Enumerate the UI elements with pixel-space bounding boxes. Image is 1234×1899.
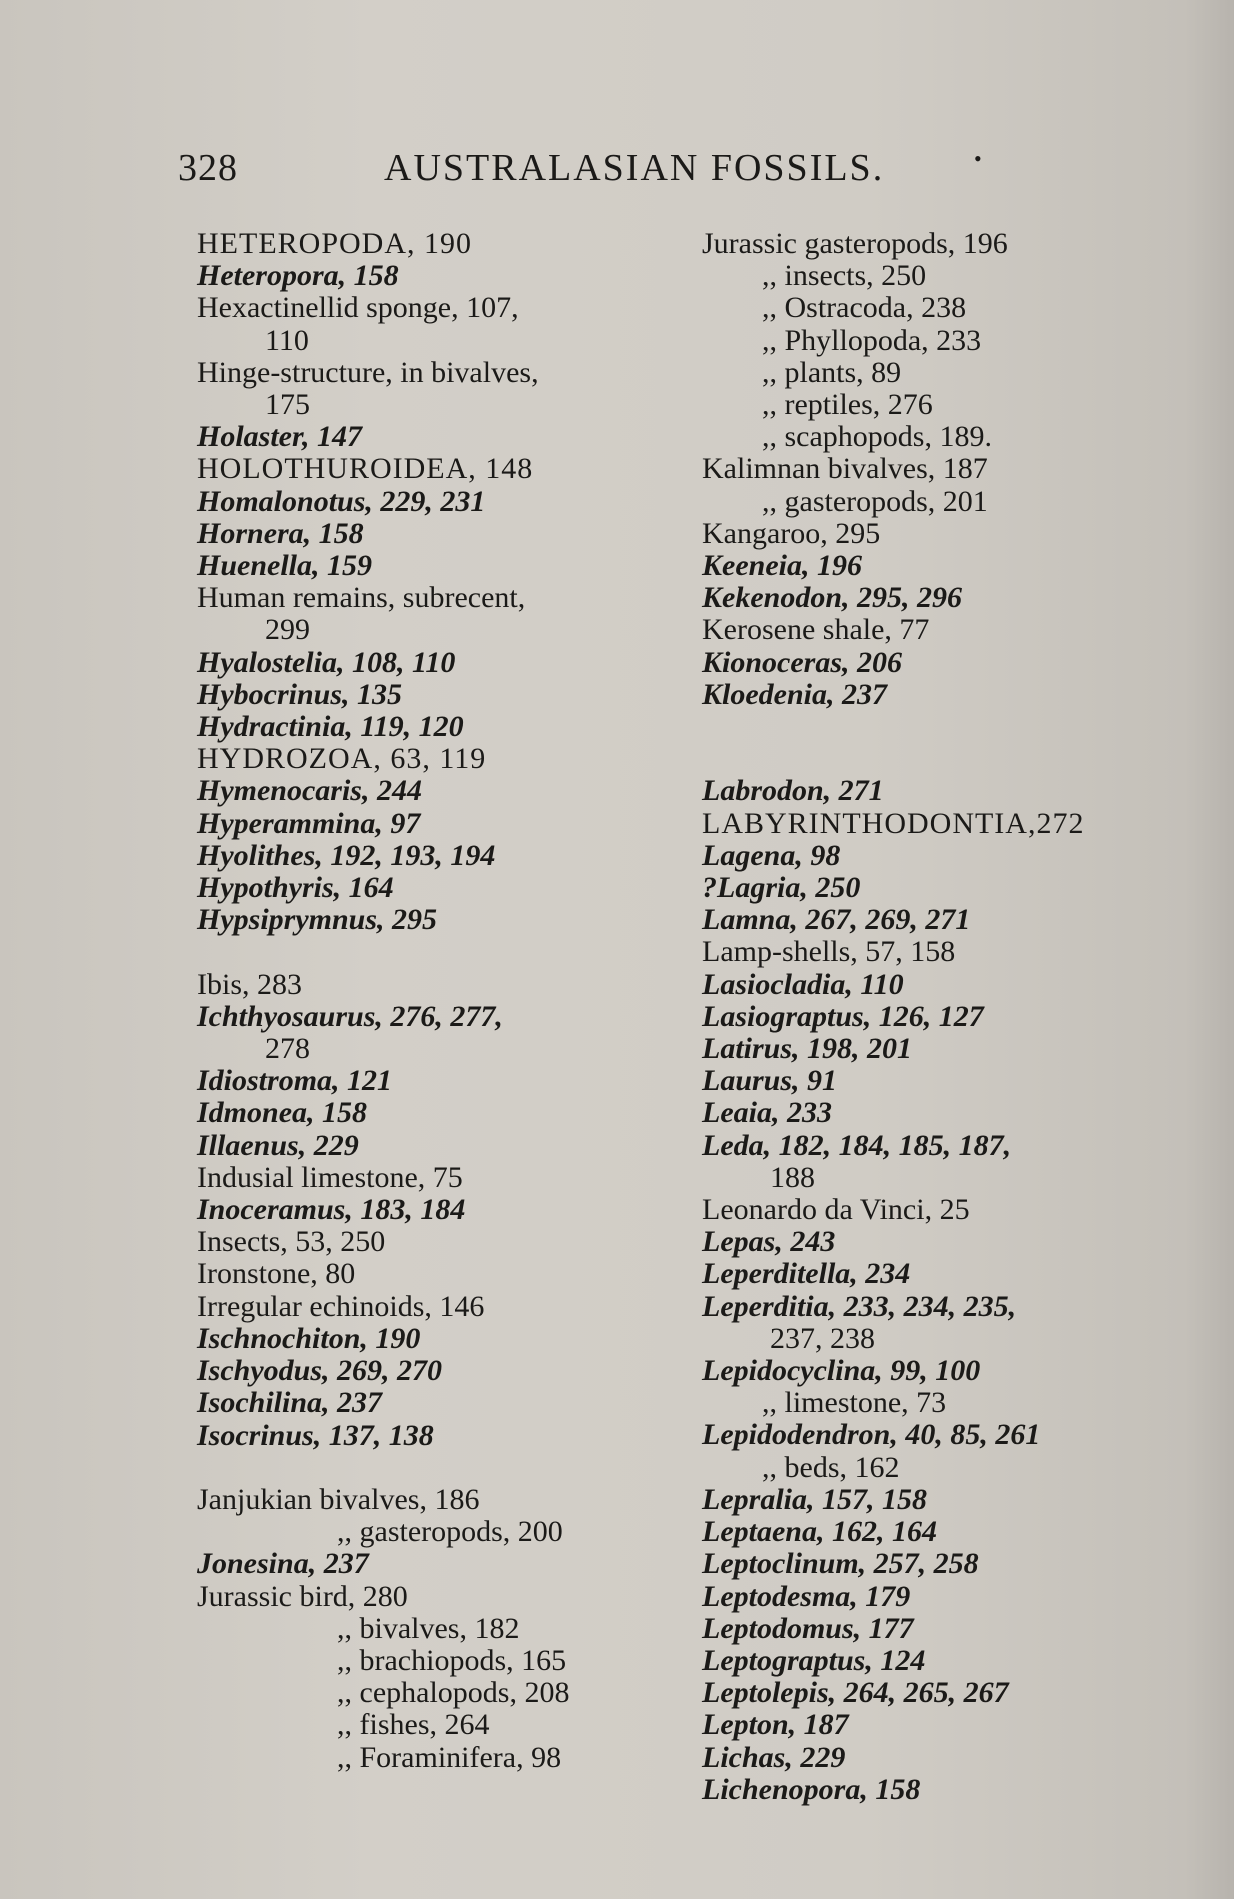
index-entry-text: ,, Ostracoda, 238 <box>762 291 967 325</box>
index-entry <box>702 389 1142 421</box>
index-entry-text: Hyalostelia, 108, 110 <box>197 645 456 679</box>
index-column-left <box>197 228 647 1774</box>
index-entry <box>197 1130 647 1162</box>
index-entry-text: HOLOTHUROIDEA, 148 <box>197 452 534 486</box>
index-entry-text: Leptoclinum, 257, 258 <box>702 1547 979 1581</box>
index-entry-text: Hinge-structure, in bivalves, <box>197 355 539 389</box>
index-entry <box>197 1420 647 1452</box>
index-entry-text: Ichthyosaurus, 276, 277, <box>197 999 503 1033</box>
index-entry-text: HYDROZOA, 63, 119 <box>197 742 487 776</box>
index-entry-text: Kerosene shale, 77 <box>702 613 930 647</box>
running-title: AUSTRALASIAN FOSSILS. <box>384 147 885 189</box>
index-entry <box>702 1130 1142 1162</box>
index-entry-text: Isochilina, 237 <box>197 1386 383 1420</box>
index-entry <box>702 1548 1142 1580</box>
index-entry-text: Latirus, 198, 201 <box>702 1032 913 1066</box>
index-entry <box>702 1065 1142 1097</box>
index-entry <box>197 1677 647 1709</box>
index-entry-text: ,, Foraminifera, 98 <box>337 1740 562 1774</box>
index-entry <box>197 1323 647 1355</box>
index-entry <box>702 1452 1142 1484</box>
index-entry <box>197 711 647 743</box>
index-entry <box>197 1387 647 1419</box>
index-entry-text: Lasiograptus, 126, 127 <box>702 999 984 1033</box>
index-entry <box>702 840 1142 872</box>
index-entry-text: 110 <box>265 323 309 357</box>
index-entry <box>702 1355 1142 1387</box>
index-entry-text: 237, 238 <box>770 1321 875 1355</box>
index-entry <box>197 1645 647 1677</box>
index-entry-text: 278 <box>265 1032 310 1066</box>
index-entry <box>197 808 647 840</box>
index-entry <box>702 1645 1142 1677</box>
index-entry <box>702 936 1142 968</box>
index-entry <box>702 550 1142 582</box>
index-entry <box>702 1613 1142 1645</box>
index-entry <box>197 550 647 582</box>
index-entry <box>702 1226 1142 1258</box>
index-entry-text: Janjukian bivalves, 186 <box>197 1482 480 1516</box>
index-entry-text: Hypothyris, 164 <box>197 871 394 905</box>
index-entry <box>197 1484 647 1516</box>
index-entry <box>702 1742 1142 1774</box>
index-entry <box>702 1387 1142 1419</box>
page-number: 328 <box>178 147 238 189</box>
index-entry-text: Lepidodendron, 40, 85, 261 <box>702 1418 1041 1452</box>
index-entry <box>702 486 1142 518</box>
index-entry <box>702 1419 1142 1451</box>
index-entry-text: ,, fishes, 264 <box>337 1708 490 1742</box>
index-entry-text: ,, insects, 250 <box>762 259 927 293</box>
index-entry <box>702 1677 1142 1709</box>
index-entry-text: Lepidocyclina, 99, 100 <box>702 1354 981 1388</box>
index-entry <box>197 743 647 775</box>
index-entry-text: Homalonotus, 229, 231 <box>197 484 486 518</box>
index-entry-text: Leptodomus, 177 <box>702 1611 914 1645</box>
index-entry-text: Indusial limestone, 75 <box>197 1160 463 1194</box>
index-entry-text: Lamp-shells, 57, 158 <box>702 935 956 969</box>
index-entry <box>197 1226 647 1258</box>
index-column-right <box>702 228 1142 1806</box>
index-entry <box>197 1516 647 1548</box>
index-entry <box>702 1323 1142 1355</box>
index-entry-text: Isocrinus, 137, 138 <box>197 1418 434 1452</box>
index-entry <box>197 775 647 807</box>
index-entry-text: LABYRINTHODONTIA,272 <box>702 806 1085 840</box>
index-entry-text: Leptodesma, 179 <box>702 1579 911 1613</box>
index-entry-text: Labrodon, 271 <box>702 774 884 808</box>
index-entry-text: Lagena, 98 <box>702 838 841 872</box>
index-entry <box>197 872 647 904</box>
index-entry <box>702 421 1142 453</box>
index-entry-text: Keeneia, 196 <box>702 549 862 583</box>
index-entry <box>197 518 647 550</box>
index-entry-text: Human remains, subrecent, <box>197 581 526 615</box>
index-entry <box>197 1742 647 1774</box>
index-entry <box>197 486 647 518</box>
index-entry <box>197 840 647 872</box>
index-entry-text: Laurus, 91 <box>702 1064 838 1098</box>
index-entry-text: Hybocrinus, 135 <box>197 677 403 711</box>
index-entry <box>702 1258 1142 1290</box>
index-entry <box>197 1258 647 1290</box>
index-entry-text: Huenella, 159 <box>197 549 373 583</box>
index-entry <box>197 1001 647 1033</box>
header-ornament: • <box>974 146 983 171</box>
index-entry-text: Kangaroo, 295 <box>702 516 881 550</box>
index-entry-text: ,, plants, 89 <box>762 355 902 389</box>
index-entry <box>197 1548 647 1580</box>
index-entry <box>702 292 1142 324</box>
index-entry-text: Ischnochiton, 190 <box>197 1321 421 1355</box>
index-entry <box>197 421 647 453</box>
index-entry-text: 299 <box>265 613 310 647</box>
index-entry-text: HETEROPODA, 190 <box>197 227 472 260</box>
index-entry <box>197 1291 647 1323</box>
index-entry <box>197 1581 647 1613</box>
index-entry <box>197 228 647 260</box>
index-entry-text: ,, gasteropods, 200 <box>337 1515 563 1549</box>
index-entry <box>702 808 1142 840</box>
index-entry <box>702 969 1142 1001</box>
index-entry-text: Inoceramus, 183, 184 <box>197 1193 466 1227</box>
index-entry-text: Hymenocaris, 244 <box>197 774 422 808</box>
index-entry-text: ,, limestone, 73 <box>762 1386 947 1420</box>
index-entry-text: Leptograptus, 124 <box>702 1643 926 1677</box>
index-entry <box>702 1774 1142 1806</box>
index-entry-text: Lamna, 267, 269, 271 <box>702 903 971 937</box>
section-gap <box>197 1452 647 1484</box>
index-entry <box>702 228 1142 260</box>
index-entry <box>197 357 647 389</box>
index-entry <box>197 292 647 324</box>
index-entry-text: Jonesina, 237 <box>197 1547 369 1581</box>
index-entry-text: Idiostroma, 121 <box>197 1064 393 1098</box>
section-gap <box>702 711 1142 743</box>
index-entry <box>702 325 1142 357</box>
index-entry-text: Leptolepis, 264, 265, 267 <box>702 1676 1009 1710</box>
index-entry-text: Ironstone, 80 <box>197 1257 356 1291</box>
index-entry <box>702 872 1142 904</box>
index-entry <box>702 1709 1142 1741</box>
index-entry-text: 188 <box>770 1160 815 1194</box>
index-entry <box>197 260 647 292</box>
index-entry-text: Leda, 182, 184, 185, 187, <box>702 1128 1012 1162</box>
index-entry-text: ,, brachiopods, 165 <box>337 1643 567 1677</box>
page-header <box>178 146 988 198</box>
index-entry-text: Lichas, 229 <box>702 1740 846 1774</box>
index-entry-text: Hexactinellid sponge, 107, <box>197 291 519 325</box>
index-entry-text: Ischyodus, 269, 270 <box>197 1354 443 1388</box>
index-entry-text: Ibis, 283 <box>197 967 302 1001</box>
index-entry <box>702 260 1142 292</box>
index-entry <box>702 614 1142 646</box>
index-entry-text: Lepralia, 157, 158 <box>702 1482 927 1516</box>
index-entry <box>197 1194 647 1226</box>
index-entry <box>197 1097 647 1129</box>
index-entry <box>702 1033 1142 1065</box>
index-entry <box>197 1613 647 1645</box>
index-entry <box>197 647 647 679</box>
index-entry-text: Leperditella, 234 <box>702 1257 911 1291</box>
index-entry-text: Hydractinia, 119, 120 <box>197 710 464 744</box>
index-entry <box>197 969 647 1001</box>
index-entry-text: Hypsiprymnus, 295 <box>197 903 438 937</box>
section-gap <box>197 936 647 968</box>
index-entry-text: Leonardo da Vinci, 25 <box>702 1193 970 1227</box>
index-entry-text: Jurassic gasteropods, 196 <box>702 227 1008 260</box>
index-entry-text: ,, reptiles, 276 <box>762 388 933 422</box>
index-entry <box>197 582 647 614</box>
index-entry <box>702 453 1142 485</box>
index-entry-text: Jurassic bird, 280 <box>197 1579 408 1613</box>
index-entry-text: Heteropora, 158 <box>197 259 399 293</box>
index-entry <box>702 1194 1142 1226</box>
index-entry-text: Leperditia, 233, 234, 235, <box>702 1289 1017 1323</box>
index-entry-text: 175 <box>265 388 310 422</box>
index-entry <box>702 904 1142 936</box>
index-entry-text: ,, cephalopods, 208 <box>337 1676 570 1710</box>
index-entry <box>702 647 1142 679</box>
index-entry-text: Kionoceras, 206 <box>702 645 903 679</box>
index-entry-text: Hyperammina, 97 <box>197 806 421 840</box>
index-entry-text: Lichenopora, 158 <box>702 1772 921 1806</box>
index-entry <box>702 357 1142 389</box>
index-entry <box>702 1001 1142 1033</box>
index-entry <box>702 1484 1142 1516</box>
index-entry-text: ,, scaphopods, 189. <box>762 420 992 454</box>
index-entry-text: ,, bivalves, 182 <box>337 1611 520 1645</box>
index-entry <box>702 1516 1142 1548</box>
index-entry-text: ,, beds, 162 <box>762 1450 900 1484</box>
index-entry <box>702 582 1142 614</box>
index-entry-text: Kalimnan bivalves, 187 <box>702 452 988 486</box>
index-entry <box>702 679 1142 711</box>
index-entry <box>702 1581 1142 1613</box>
index-entry-text: ,, gasteropods, 201 <box>762 484 988 518</box>
index-entry-text: Hyolithes, 192, 193, 194 <box>197 838 496 872</box>
index-entry-text: Leaia, 233 <box>702 1096 832 1130</box>
index-entry <box>702 775 1142 807</box>
index-entry <box>197 1033 647 1065</box>
index-entry <box>702 1162 1142 1194</box>
index-entry-text: Holaster, 147 <box>197 420 363 454</box>
index-entry <box>197 614 647 646</box>
index-entry-text: Irregular echinoids, 146 <box>197 1289 485 1323</box>
index-entry-text: Lepton, 187 <box>702 1708 849 1742</box>
index-entry-text: Idmonea, 158 <box>197 1096 368 1130</box>
index-entry <box>197 1065 647 1097</box>
index-entry <box>197 679 647 711</box>
index-entry <box>197 1709 647 1741</box>
index-entry-text: Lasiocladia, 110 <box>702 967 904 1001</box>
index-entry-text: Hornera, 158 <box>197 516 364 550</box>
index-entry-text: ,, Phyllopoda, 233 <box>762 323 982 357</box>
index-entry-text: Insects, 53, 250 <box>197 1225 386 1259</box>
index-entry-text: Illaenus, 229 <box>197 1128 359 1162</box>
index-entry <box>702 1291 1142 1323</box>
index-entry <box>197 1355 647 1387</box>
index-entry <box>702 518 1142 550</box>
index-entry <box>197 453 647 485</box>
section-gap <box>702 743 1142 775</box>
index-entry-text: Kekenodon, 295, 296 <box>702 581 963 615</box>
index-entry-text: ?Lagria, 250 <box>702 871 861 905</box>
index-entry-text: Leptaena, 162, 164 <box>702 1515 937 1549</box>
index-entry <box>197 1162 647 1194</box>
index-entry-text: Lepas, 243 <box>702 1225 836 1259</box>
index-entry-text: Kloedenia, 237 <box>702 677 887 711</box>
index-entry <box>197 325 647 357</box>
index-entry <box>197 904 647 936</box>
index-entry <box>197 389 647 421</box>
index-entry <box>702 1097 1142 1129</box>
